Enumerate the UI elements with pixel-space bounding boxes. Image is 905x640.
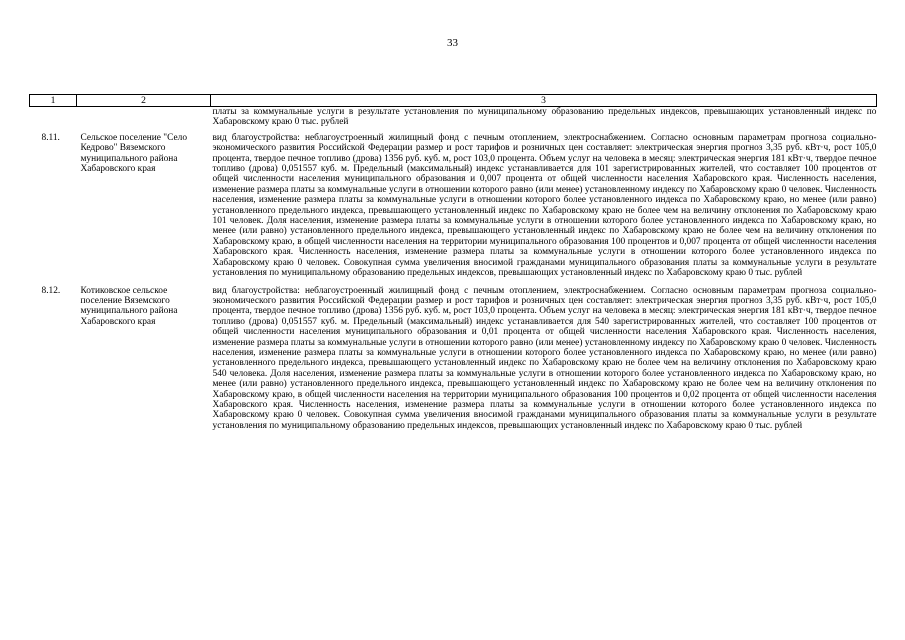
table-row-8-12 xyxy=(30,286,877,432)
row-description: платы за коммунальные услуги в результате установления по муниципальному образованию предельных индексов, превышающих установленный индекс по Хабаровскому краю 0 тыс. рублей xyxy=(212,107,877,128)
column-header-1: 1 xyxy=(30,95,77,107)
table-row-8-11 xyxy=(30,133,877,286)
table-row-continuation xyxy=(30,107,877,133)
header-row xyxy=(30,95,877,107)
column-header-3: 3 xyxy=(211,95,877,107)
settlement-name xyxy=(77,107,211,133)
row-number xyxy=(30,107,77,133)
page-number: 33 xyxy=(447,37,458,49)
row-description: вид благоустройства: неблагоустроенный жилищный фонд с печным отоплением, электроснабжением. Согласно основным параметрам прогноза социально-экономического развития Российской Федерации размер и рост тарифов и розничных цен составляет: электрическая энергия прогноз 3,35 руб. кВт·ч, рост 105,0 процента, твердое печное топливо (дрова) 1356 руб. куб. м, рост 103,0 процента. Объем услуг на человека в месяц: электрическая энергия 181 кВт·ч, твердое печное топливо (дрова) 0,051557 куб. м. Предельный (максимальный) индекс устанавливается для 540 зарегистрированных жителей, что составляет 100 процентов от общей численности населения муниципального образования и 0,01 процента от общей численности населения Хабаровского края. Численность населения, изменение размера платы за коммунальные услуги в отношении которого равно (или менее) установленному индексу по Хабаровскому краю 0 человек. Численность населения, изменение размера платы за коммунальные услуги в отношении которого более установленного индекса по Хабаровскому краю, но менее (или равно) установленного предельного индекса, превышающего установленный индекс по Хабаровскому краю не более чем на величину отклонения по Хабаровскому краю 540 человека. Доля населения, изменение размера платы за коммунальные услуги в отношении которого более установленного индекса по Хабаровскому краю, но менее (или равно) установленного предельного индекса, превышающего установленный индекс по Хабаровскому краю не более чем на величину отклонения по Хабаровскому краю, в общей численности населения на территории муниципального образования 100 процентов и 0,02 процента от общей численности населения Хабаровского края. Численность населения, изменение размера платы за коммунальные услуги в отношении которого более установленного индекса по Хабаровскому краю 0 человек. Совокупная сумма увеличения вносимой гражданами муниципального образования платы за коммунальные услуги в результате установления по муниципальному образованию предельных индексов, превышающих установленный индекс по Хабаровскому краю 0 тыс. рублей xyxy=(212,285,877,431)
column-header-2: 2 xyxy=(77,95,211,107)
settlement-name: Сельское поселение "Село Кедрово" Вяземского муниципального района Хабаровского края xyxy=(80,132,188,175)
row-description: вид благоустройства: неблагоустроенный жилищный фонд с печным отоплением, электроснабжением. Согласно основным параметрам прогноза социально-экономического развития Российской Федерации размер и рост тарифов и розничных цен составляет: электрическая энергия прогноз 3,35 руб. кВт·ч, рост 105,0 процента, твердое печное топливо (дрова) 1356 руб. куб. м, рост 103,0 процента. Объем услуг на человека в месяц: электрическая энергия 181 кВт·ч, твердое печное топливо (дрова) 0,051557 куб. м. Предельный (максимальный) индекс устанавливается для 101 зарегистрированных жителей, что составляет 100 процентов от общей численности населения муниципального образования и 0,007 процента от общей численности населения Хабаровского края. Численность населения, изменение размера платы за коммунальные услуги в отношении которого равно (или менее) установленному индексу по Хабаровскому краю 0 человек. Численность населения, изменение размера платы за коммунальные услуги в отношении которого более установленного индекса по Хабаровскому краю, но менее (или равно) установленного предельного индекса, превышающего установленный индекс по Хабаровскому краю не более чем на величину отклонения по Хабаровскому краю 101 человек. Доля населения, изменение размера платы за коммунальные услуги в отношении которого более установленного индекса по Хабаровскому краю, но менее (или равно) установленного предельного индекса, превышающего установленный индекс по Хабаровскому краю не более чем на величину отклонения по Хабаровскому краю, в общей численности населения на территории муниципального образования 100 процентов и 0,007 процента от общей численности населения Хабаровского края. Численность населения, изменение размера платы за коммунальные услуги в отношении которого более установленного индекса по Хабаровскому краю 0 человек. Совокупная сумма увеличения вносимой гражданами муниципального образования платы за коммунальные услуги в результате установления по муниципальному образованию предельных индексов, превышающих установленный индекс по Хабаровскому краю 0 тыс. рублей xyxy=(212,132,877,279)
settlement-name: Котиковское сельское поселение Вяземского муниципального района Хабаровского края xyxy=(80,285,178,327)
row-number: 8.11. xyxy=(41,132,60,143)
row-number: 8.12. xyxy=(41,285,61,296)
document-table xyxy=(29,94,877,431)
